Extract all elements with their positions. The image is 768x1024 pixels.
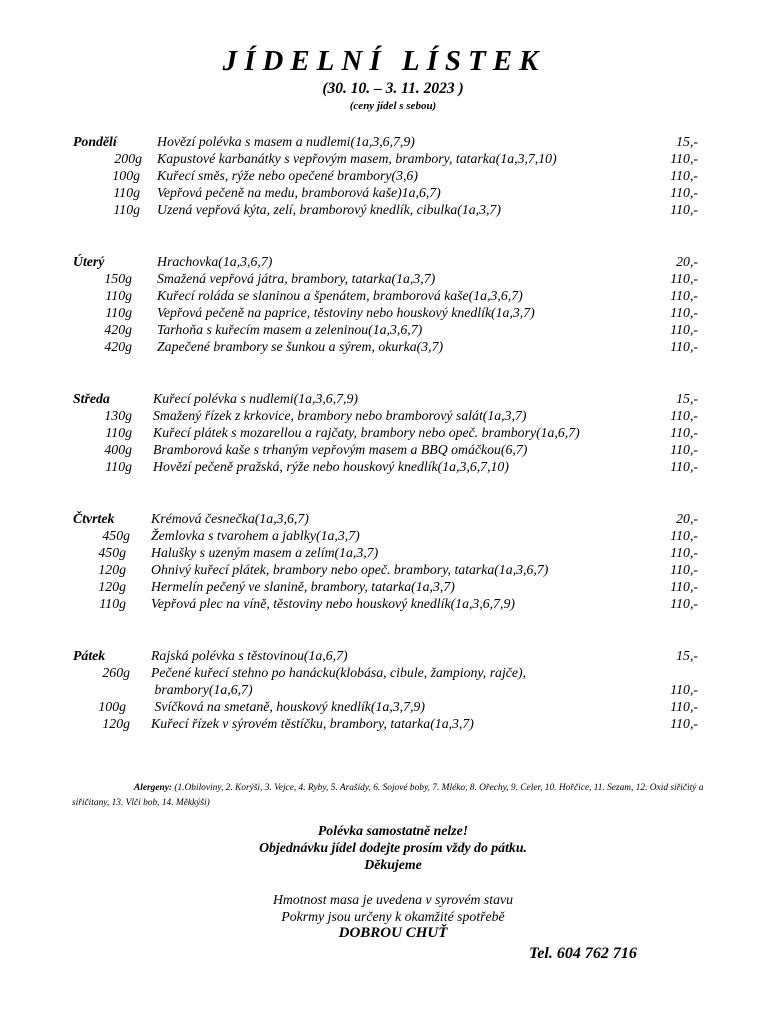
order-notice: Objednávku jídel dodejte prosím vždy do pátku.	[259, 840, 527, 855]
day-name: Pátek	[73, 648, 106, 663]
dish-name: Hovězí pečeně pražská, rýže nebo houskový knedlík(1a,3,6,7,10)	[153, 459, 509, 474]
menu-row	[0, 561, 768, 578]
dish-weight: 450g	[98, 545, 126, 560]
day-section-thursday	[0, 510, 768, 612]
dish-price: 110,-	[670, 579, 698, 594]
dish-price: 20,-	[676, 511, 698, 526]
dish-name: Kapustové karbanátky s vepřovým masem, brambory, tatarka(1a,3,7,10)	[157, 151, 557, 166]
dish-name: Pečené kuřecí stehno po hanácku(klobása, cibule, žampiony, rajče),	[151, 665, 527, 680]
dish-name: Hermelín pečený ve slanině, brambory, tatarka(1a,3,7)	[151, 579, 455, 594]
dish-price: 110,-	[670, 151, 698, 166]
dish-price: 110,-	[670, 459, 698, 474]
day-section-friday	[0, 647, 768, 732]
dish-name: Tarhoňa s kuřecím masem a zeleninou(1a,3,6,7)	[157, 322, 423, 337]
dish-price: 110,-	[670, 339, 698, 354]
dish-price: 110,-	[670, 545, 698, 560]
menu-row	[0, 424, 768, 441]
dish-name: Smažená vepřová játra, brambory, tatarka(1a,3,7)	[157, 271, 436, 286]
consumption-notice: Pokrmy jsou určeny k okamžité spotřebě	[281, 909, 505, 924]
menu-row	[0, 527, 768, 544]
menu-row	[0, 167, 768, 184]
menu-row	[0, 664, 768, 681]
dish-name: Svíčková na smetaně, houskový knedlík(1a,3,7,9)	[151, 699, 425, 714]
dish-price: 110,-	[670, 305, 698, 320]
dish-name: Bramborová kaše s trhaným vepřovým masem a BBQ omáčkou(6,7)	[153, 442, 528, 457]
bon-appetit-text: DOBROU CHUŤ	[338, 925, 448, 941]
dish-name: Kuřecí směs, rýže nebo opečené brambory(3,6)	[157, 168, 418, 183]
menu-row	[0, 698, 768, 715]
dish-price: 15,-	[676, 391, 698, 406]
menu-row	[0, 510, 768, 527]
dish-name: Rajská polévka s těstovinou(1a,6,7)	[151, 648, 348, 663]
menu-row	[0, 715, 768, 732]
menu-row	[0, 184, 768, 201]
dish-price: 110,-	[670, 716, 698, 731]
menu-row	[0, 390, 768, 407]
dish-weight: 110g	[99, 596, 126, 611]
allergen-legend	[72, 781, 714, 811]
dish-price: 15,-	[676, 134, 698, 149]
day-name: Čtvrtek	[73, 511, 115, 526]
dish-weight: 110g	[113, 185, 140, 200]
dish-name: brambory(1a,6,7)	[151, 682, 253, 697]
menu-row	[0, 338, 768, 355]
allergen-label: Alergeny:	[134, 783, 173, 793]
dish-weight: 110g	[113, 202, 140, 217]
dish-name: Kuřecí plátek s mozarellou a rajčaty, brambory nebo opeč. brambory(1a,6,7)	[153, 425, 580, 440]
menu-row	[0, 407, 768, 424]
dish-price: 110,-	[670, 682, 698, 697]
dish-name: Vepřová plec na víně, těstoviny nebo houskový knedlík(1a,3,6,7,9)	[151, 596, 515, 611]
dish-weight: 420g	[104, 339, 132, 354]
menu-title: JÍDELNÍ LÍSTEK	[222, 45, 546, 77]
dish-weight: 100g	[112, 168, 140, 183]
dish-name: Smažený řízek z krkovice, brambory nebo bramborový salát(1a,3,7)	[153, 408, 527, 423]
dish-name: Kuřecí roláda se slaninou a špenátem, bramborová kaše(1a,3,6,7)	[157, 288, 523, 303]
menu-row	[0, 150, 768, 167]
menu-row	[0, 681, 768, 698]
dish-price: 110,-	[670, 408, 698, 423]
dish-weight: 100g	[98, 699, 126, 714]
dish-weight: 200g	[114, 151, 142, 166]
menu-row	[0, 201, 768, 218]
day-section-wednesday	[0, 390, 768, 475]
dish-price: 110,-	[670, 202, 698, 217]
dish-price: 110,-	[670, 699, 698, 714]
menu-row	[0, 321, 768, 338]
dish-price: 110,-	[670, 562, 698, 577]
dish-weight: 260g	[102, 665, 130, 680]
dish-price: 110,-	[670, 168, 698, 183]
menu-row	[0, 647, 768, 664]
dish-name: Uzená vepřová kýta, zelí, bramborový knedlík, cibulka(1a,3,7)	[157, 202, 501, 217]
dish-weight: 110g	[105, 459, 132, 474]
dish-weight: 400g	[104, 442, 132, 457]
dish-price: 110,-	[670, 288, 698, 303]
day-name: Pondělí	[73, 134, 117, 149]
menu-row	[0, 304, 768, 321]
dish-name: Vepřová pečeně na paprice, těstoviny nebo houskový knedlík(1a,3,7)	[157, 305, 535, 320]
dish-name: Hovězí polévka s masem a nudlemi(1a,3,6,7,9)	[157, 134, 415, 149]
day-section-monday	[0, 133, 768, 218]
day-section-tuesday	[0, 253, 768, 355]
menu-row	[0, 458, 768, 475]
dish-price: 110,-	[670, 425, 698, 440]
dish-weight: 110g	[105, 288, 132, 303]
menu-row	[0, 253, 768, 270]
dish-price: 110,-	[670, 528, 698, 543]
dish-name: Zapečené brambory se šunkou a sýrem, okurka(3,7)	[157, 339, 444, 354]
dish-name: Kuřecí řízek v sýrovém těstíčku, brambory, tatarka(1a,3,7)	[151, 716, 474, 731]
dish-weight: 150g	[104, 271, 132, 286]
dish-name: Kuřecí polévka s nudlemi(1a,3,6,7,9)	[153, 391, 358, 406]
weight-notice: Hmotnost masa je uvedena v syrovém stavu	[272, 892, 514, 907]
dish-name: Žemlovka s tvarohem a jablky(1a,3,7)	[151, 528, 360, 543]
menu-row	[0, 133, 768, 150]
menu-row	[0, 595, 768, 612]
phone-number: Tel. 604 762 716	[529, 945, 637, 962]
dish-weight: 450g	[102, 528, 130, 543]
dish-price: 110,-	[670, 442, 698, 457]
menu-row	[0, 441, 768, 458]
dish-weight: 120g	[98, 579, 126, 594]
dish-weight: 110g	[105, 305, 132, 320]
dish-weight: 420g	[104, 322, 132, 337]
dish-price: 110,-	[670, 271, 698, 286]
dish-weight: 120g	[102, 716, 130, 731]
dish-price: 110,-	[670, 596, 698, 611]
menu-row	[0, 287, 768, 304]
day-name: Úterý	[73, 254, 105, 269]
dish-price: 110,-	[670, 185, 698, 200]
allergen-text: (1.Obiloviny, 2. Korýši, 3. Vejce, 4. Ryby, 5. Arašídy, 6. Sojové boby, 7. Mléko, 8. Ořechy, 9. Celer, 10. Hořčice, 11. Sezam, 12. Oxid siřičitý a siřičitany, 13. Vlčí bob, 14. Měkkýši)	[72, 783, 704, 808]
date-range: (30. 10. – 3. 11. 2023 )	[322, 80, 464, 97]
dish-weight: 120g	[98, 562, 126, 577]
dish-name: Vepřová pečeně na medu, bramborová kaše)1a,6,7)	[157, 185, 441, 200]
dish-name: Hrachovka(1a,3,6,7)	[157, 254, 273, 269]
menu-row	[0, 578, 768, 595]
dish-weight: 110g	[105, 425, 132, 440]
dish-price: 20,-	[676, 254, 698, 269]
thanks-text: Děkujeme	[364, 857, 422, 872]
day-name: Středa	[73, 391, 110, 406]
soup-notice: Polévka samostatně nelze!	[317, 823, 469, 838]
dish-weight: 130g	[104, 408, 132, 423]
menu-row	[0, 544, 768, 561]
dish-price: 110,-	[670, 322, 698, 337]
menu-row	[0, 270, 768, 287]
price-note: (ceny jídel s sebou)	[349, 100, 437, 112]
dish-price: 15,-	[676, 648, 698, 663]
dish-name: Ohnivý kuřecí plátek, brambory nebo opeč. brambory, tatarka(1a,3,6,7)	[151, 562, 549, 577]
dish-name: Krémová česnečka(1a,3,6,7)	[151, 511, 309, 526]
dish-name: Halušky s uzeným masem a zelím(1a,3,7)	[151, 545, 379, 560]
